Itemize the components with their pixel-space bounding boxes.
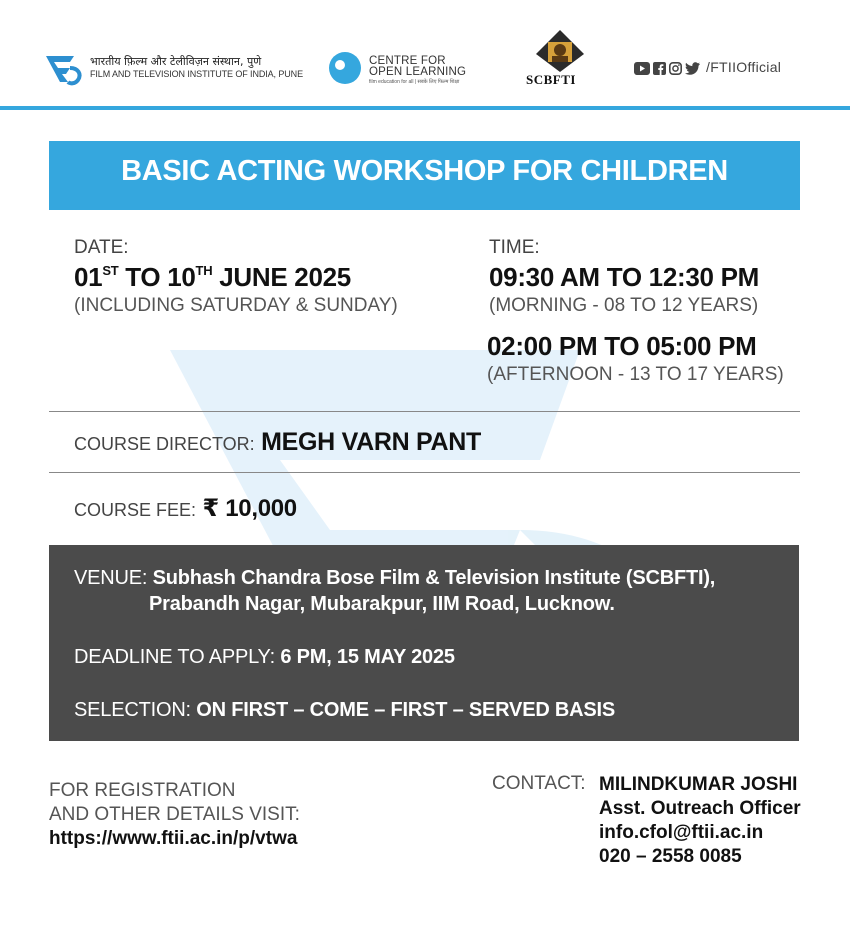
course-director-label: COURSE DIRECTOR: <box>74 434 255 454</box>
time-label: TIME: <box>489 237 540 258</box>
course-fee-value: ₹ 10,000 <box>202 495 297 522</box>
registration-link[interactable]: https://www.ftii.ac.in/p/vtwa <box>49 828 298 849</box>
social-icons <box>634 60 700 76</box>
instagram-icon[interactable] <box>669 62 682 75</box>
header-bar <box>0 0 850 106</box>
col-title-line1: CENTRE FOR <box>369 55 446 67</box>
divider <box>49 472 800 473</box>
date-note: (INCLUDING SATURDAY & SUNDAY) <box>74 295 398 316</box>
time-afternoon-note: (AFTERNOON - 13 TO 17 YEARS) <box>487 364 784 385</box>
time-morning-note: (MORNING - 08 TO 12 YEARS) <box>489 295 759 316</box>
scbfti-logo-icon <box>530 28 590 74</box>
page-title: BASIC ACTING WORKSHOP FOR CHILDREN <box>121 155 728 187</box>
deadline: DEADLINE TO APPLY: 6 PM, 15 MAY 2025 <box>74 646 455 668</box>
ftii-name-hindi: भारतीय फ़िल्म और टेलीविज़न संस्थान, पुणे <box>90 55 262 68</box>
course-fee-label: COURSE FEE: <box>74 500 197 520</box>
contact-label: CONTACT: <box>492 773 586 794</box>
selection: SELECTION: ON FIRST – COME – FIRST – SERVED BASIS <box>74 699 616 721</box>
twitter-icon[interactable] <box>685 62 700 75</box>
venue-line1: VENUE: Subhash Chandra Bose Film & Television Institute (SCBFTI), <box>74 567 716 589</box>
col-logo-icon <box>327 50 363 86</box>
time-afternoon: 02:00 PM TO 05:00 PM <box>487 331 757 361</box>
youtube-icon[interactable] <box>634 62 650 75</box>
contact-phone[interactable]: 020 – 2558 0085 <box>599 846 742 867</box>
registration-line1: FOR REGISTRATION <box>49 780 236 801</box>
registration-line2: AND OTHER DETAILS VISIT: <box>49 804 300 825</box>
time-morning: 09:30 AM TO 12:30 PM <box>489 262 759 292</box>
date-value: 01ST TO 10TH JUNE 2025 <box>74 262 351 292</box>
contact-name: MILINDKUMAR JOSHI <box>599 774 798 795</box>
col-tagline: film education for all | सबके लिए फिल्म शिक्षा <box>369 79 460 85</box>
contact-email[interactable]: info.cfol@ftii.ac.in <box>599 822 764 843</box>
course-director <box>74 428 481 457</box>
course-director-name: MEGH VARN PANT <box>261 428 482 456</box>
venue-line2: Prabandh Nagar, Mubarakpur, IIM Road, Lucknow. <box>149 593 615 615</box>
social-handle[interactable]: /FTIIOfficial <box>706 59 782 75</box>
scbfti-label: SCBFTI <box>526 72 576 87</box>
facebook-icon[interactable] <box>653 62 666 75</box>
ftii-name-english: FILM AND TELEVISION INSTITUTE OF INDIA, PUNE <box>90 69 303 79</box>
date-label: DATE: <box>74 237 129 258</box>
header-divider <box>0 106 850 110</box>
ftii-logo-icon <box>44 48 84 88</box>
divider <box>49 411 800 412</box>
col-title-line2: OPEN LEARNING <box>369 66 467 78</box>
course-fee <box>74 494 297 523</box>
contact-role: Asst. Outreach Officer <box>599 798 801 819</box>
